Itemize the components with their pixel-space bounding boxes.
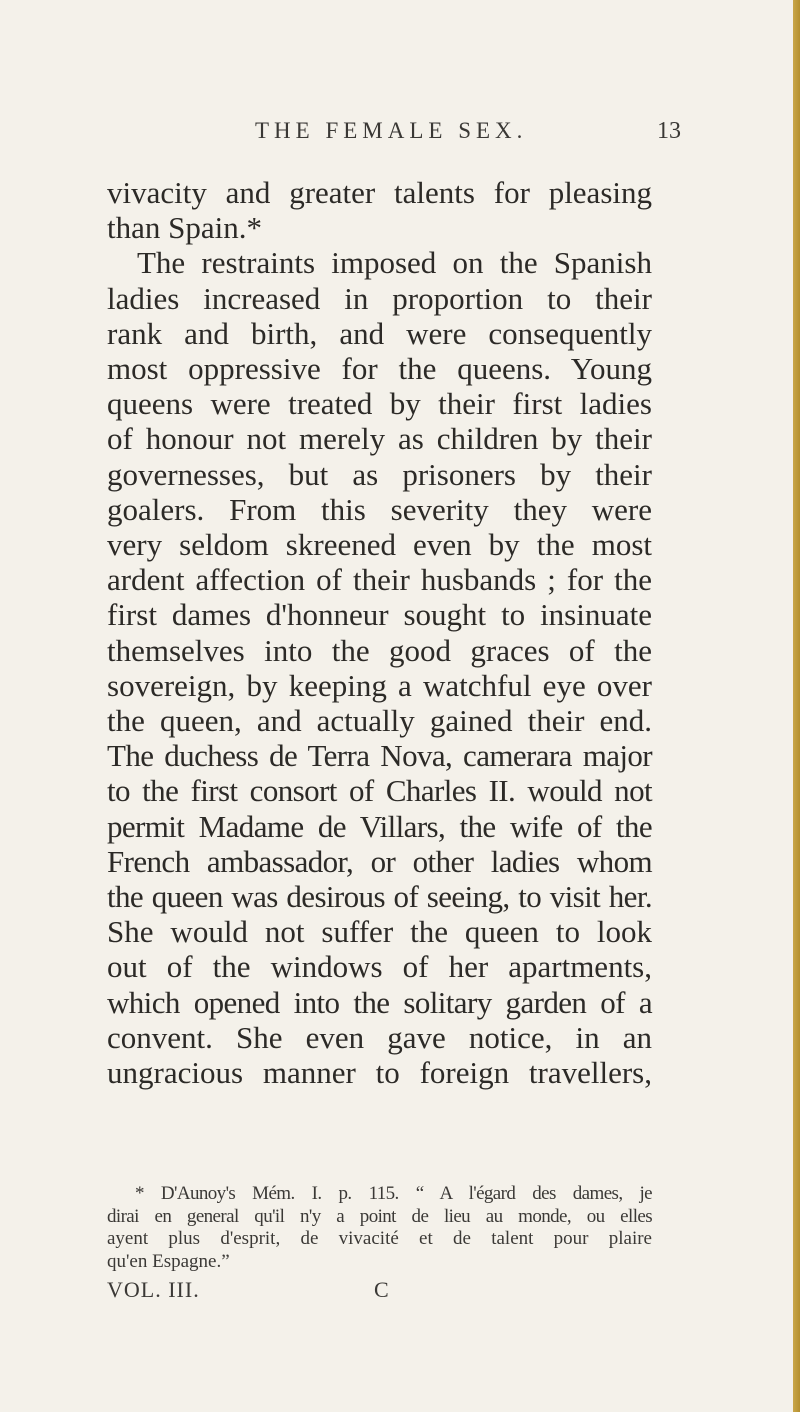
body-line: governesses, but as prisoners by their [107, 456, 652, 492]
body-line: which opened into the solitary garden of a [107, 984, 652, 1020]
running-title: THE FEMALE SEX. [255, 118, 528, 143]
running-head [0, 118, 793, 158]
footnote-line: * D'Aunoy's Mém. I. p. 115. “ A l'égard des dames, je [135, 1183, 652, 1204]
footnote-line: ayent plus d'esprit, de vivacité et de talent pour plaire [107, 1228, 652, 1249]
body-line: The duchess de Terra Nova, camerara major [107, 738, 652, 774]
body-line: ladies increased in proportion to their [107, 280, 652, 316]
body-line: than Spain.* [107, 210, 262, 246]
body-line: rank and birth, and were consequently [107, 315, 652, 351]
body-line: She would not suffer the queen to look [107, 914, 652, 950]
body-line: very seldom skreened even by the most [107, 527, 652, 563]
body-line: most oppressive for the queens. Young [107, 351, 652, 387]
body-line: the queen was desirous of seeing, to visit her. [107, 879, 652, 915]
body-line: convent. She even gave notice, in an [107, 1019, 652, 1055]
body-line: queens were treated by their first ladies [107, 386, 652, 422]
body-line: of honour not merely as children by their [107, 421, 652, 457]
body-line: the queen, and actually gained their end. [107, 703, 652, 739]
body-line: permit Madame de Villars, the wife of the [107, 808, 652, 844]
body-line: themselves into the good graces of the [107, 632, 652, 668]
body-line: goalers. From this severity they were [107, 491, 652, 527]
body-line: first dames d'honneur sought to insinuate [107, 597, 652, 633]
footnote-line: qu'en Espagne.” [107, 1250, 230, 1272]
body-line: ardent affection of their husbands ; for the [107, 562, 652, 598]
page-number: 13 [657, 118, 681, 144]
footnote-line: dirai en general qu'il n'y a point de lieu au monde, ou elles [107, 1205, 652, 1227]
body-line: French ambassador, or other ladies whom [107, 843, 652, 879]
body-line: sovereign, by keeping a watchful eye over [107, 667, 652, 703]
volume-label: VOL. III. [107, 1277, 200, 1302]
footnote [107, 1183, 652, 1273]
body-line: The restraints imposed on the Spanish [137, 245, 652, 281]
body-text [107, 175, 652, 1090]
body-line: vivacity and greater talents for pleasing [107, 175, 652, 210]
page-edge [793, 0, 800, 1412]
body-line: out of the windows of her apartments, [107, 949, 652, 985]
body-line: to the first consort of Charles II. would not [107, 773, 652, 809]
body-line: ungracious manner to foreign travellers, [107, 1055, 652, 1091]
signature-mark: C [374, 1277, 389, 1302]
